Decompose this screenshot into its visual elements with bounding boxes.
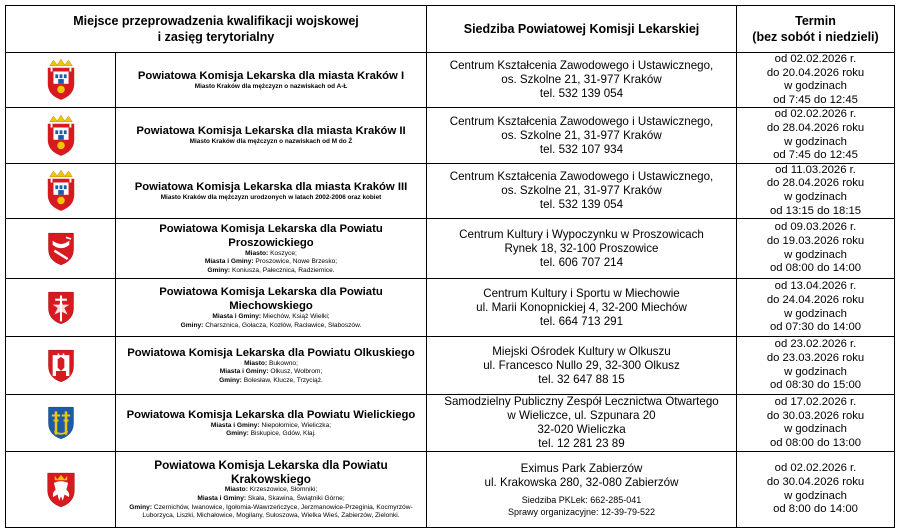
term-line: w godzinach: [784, 365, 847, 378]
commission-title: Powiatowa Komisja Lekarska dla miasta Kraków I: [137, 70, 405, 83]
commission-title: Powiatowa Komisja Lekarska dla Powiatu Proszowickiego: [159, 222, 383, 249]
seat-line: Rynek 18, 32-100 Proszowice: [504, 241, 659, 255]
table-row: [6, 163, 895, 218]
term-line: od 08:00 do 14:00: [769, 262, 862, 275]
commission-title: Powiatowa Komisja Lekarska dla miasta Kraków III: [134, 180, 408, 193]
scope-label: Gminy:: [207, 266, 231, 274]
term-cell: [737, 452, 895, 528]
term-line: do 28.04.2026 roku: [766, 177, 865, 190]
seat-line: Miejski Ośrodek Kultury w Olkuszu: [492, 344, 671, 358]
scope-line: [120, 495, 422, 504]
seat-line: Eximus Park Zabierzów: [520, 461, 643, 475]
term-line: w godzinach: [784, 190, 847, 203]
seat-line: os. Szkolne 21, 31-977 Kraków: [501, 128, 662, 142]
scope-line: [120, 258, 422, 267]
scope-text: Proszowice, Nowe Brzesko;: [253, 258, 338, 266]
term-line: od 02.02.2026 r.: [774, 462, 857, 475]
scope-line: [120, 360, 422, 369]
scope-text: Czernichów, Iwanowice, Igołomia-Wawrzeńczyce, Jerzmanowice-Przeginia, Kocmyrzów-Luborzyca, Liszki, Michałowice, Mogilany, Sułoszowa, Wielka Wieś, Zabierzów, Zielonki.: [142, 503, 413, 520]
commission-cell: [116, 279, 427, 337]
scope-line: [120, 430, 422, 439]
table-row: [6, 337, 895, 395]
term-line: od 7:45 do 12:45: [773, 93, 858, 106]
term-line: w godzinach: [784, 248, 847, 261]
seat-cell: [427, 279, 737, 337]
commission-cell: [116, 452, 427, 528]
table-row: [6, 395, 895, 452]
term-line: do 23.03.2026 roku: [766, 352, 865, 365]
seat-cell: [427, 108, 737, 163]
scope-line: [120, 504, 422, 521]
seat-note: Sprawy organizacyjne: 12-39-79-522: [507, 506, 656, 517]
table-row: [6, 219, 895, 279]
seat-line: os. Szkolne 21, 31-977 Kraków: [501, 73, 662, 87]
seat-line: os. Szkolne 21, 31-977 Kraków: [501, 183, 662, 197]
seat-line: tel. 664 713 291: [539, 314, 624, 328]
seat-line: Centrum Kształcenia Zawodowego i Ustawicznego,: [449, 169, 714, 183]
seat-line: Centrum Kształcenia Zawodowego i Ustawicznego,: [449, 114, 714, 128]
seat-line: tel. 532 139 054: [539, 197, 624, 211]
commission-title: Powiatowa Komisja Lekarska dla Powiatu Wielickiego: [126, 408, 416, 421]
crest-cell: [6, 452, 116, 528]
commission-cell: [116, 53, 427, 108]
scope-line: [120, 267, 422, 276]
scope-text: Skała, Skawina, Świątniki Górne;: [246, 495, 345, 503]
seat-line: tel. 32 647 88 15: [538, 372, 625, 386]
seat-line: Centrum Kultury i Sportu w Miechowie: [483, 286, 680, 300]
term-cell: [737, 337, 895, 395]
term-line: od 07:30 do 14:00: [769, 321, 862, 334]
term-line: do 19.03.2026 roku: [766, 235, 865, 248]
term-line: do 30.04.2026 roku: [766, 476, 865, 489]
table-row: [6, 108, 895, 163]
term-line: od 7:45 do 12:45: [773, 149, 858, 162]
scope-text: Koniusza, Pałecznica, Radziemice.: [230, 266, 335, 274]
term-line: od 08:00 do 13:00: [769, 436, 862, 449]
seat-line: Centrum Kształcenia Zawodowego i Ustawicznego,: [449, 59, 714, 73]
commission-scope: Miasto Kraków dla mężczyzn o nazwiskach od M do Ż: [189, 138, 353, 146]
term-line: w godzinach: [784, 489, 847, 502]
term-line: w godzinach: [784, 307, 847, 320]
seat-cell: [427, 452, 737, 528]
scope-label: Miasto:: [224, 486, 248, 494]
seat-cell: [427, 219, 737, 279]
commission-cell: [116, 337, 427, 395]
scope-text: Olkusz, Wolbrom;: [268, 368, 323, 376]
term-cell: [737, 219, 895, 279]
krakow-crest-icon: [6, 59, 115, 101]
commission-cell: [116, 219, 427, 279]
seat-line: tel. 606 707 214: [539, 255, 624, 269]
scope-line: [120, 422, 422, 431]
term-cell: [737, 279, 895, 337]
crest-cell: [6, 163, 116, 218]
scope-label: Gminy:: [219, 376, 242, 384]
term-cell: [737, 163, 895, 218]
term-line: od 17.02.2026 r.: [774, 395, 857, 408]
krakowski-crest-icon: [6, 470, 115, 510]
olkusz-crest-icon: [6, 347, 115, 385]
term-line: od 8:00 do 14:00: [773, 503, 858, 516]
term-line: do 30.03.2026 roku: [766, 409, 865, 422]
scope-text: Bolesław, Klucze, Trzyciąż.: [241, 376, 323, 384]
crest-cell: [6, 108, 116, 163]
crest-cell: [6, 395, 116, 452]
scope-line: [120, 313, 422, 322]
term-line: do 28.04.2026 roku: [766, 121, 865, 134]
seat-line: Centrum Kultury i Wypoczynku w Proszowicach: [459, 227, 704, 241]
seat-line: ul. Krakowska 280, 32-080 Zabierzów: [484, 475, 679, 489]
scope-text: Biskupice, Gdów, Kłaj.: [248, 430, 316, 438]
crest-cell: [6, 337, 116, 395]
term-line: od 02.02.2026 r.: [774, 53, 857, 65]
scope-text: Bukowno;: [267, 359, 298, 367]
crest-cell: [6, 219, 116, 279]
commission-table: [5, 5, 895, 528]
commission-title: Powiatowa Komisja Lekarska dla miasta Kraków II: [136, 125, 406, 138]
scope-label: Gminy:: [180, 321, 204, 329]
seat-line: tel. 12 281 23 89: [538, 437, 625, 451]
header-term: Termin (bez sobót i niedzieli): [737, 6, 895, 53]
krakow-crest-icon: [6, 170, 115, 212]
term-line: od 13.04.2026 r.: [774, 280, 857, 293]
scope-text: Miechów, Książ Wielki;: [261, 313, 330, 321]
proszowice-crest-icon: [6, 230, 115, 268]
scope-label: Gminy:: [129, 503, 153, 511]
term-cell: [737, 395, 895, 452]
commission-scope: Miasto Kraków dla mężczyzn urodzonych w latach 2002-2006 oraz kobiet: [160, 193, 382, 201]
term-line: od 11.03.2026 r.: [775, 163, 856, 176]
commission-cell: [116, 395, 427, 452]
seat-note: Siedziba PKLek: 662-285-041: [521, 494, 642, 505]
commission-title: Powiatowa Komisja Lekarska dla Powiatu Miechowskiego: [159, 286, 383, 313]
seat-line: tel. 532 139 054: [539, 87, 624, 101]
scope-line: [120, 486, 422, 495]
term-cell: [737, 108, 895, 163]
commission-scope: Miasto Kraków dla mężczyzn o nazwiskach od A-Ł: [194, 83, 348, 91]
scope-line: [120, 322, 422, 331]
seat-line: ul. Francesco Nullo 29, 32-300 Olkusz: [483, 358, 680, 372]
seat-cell: [427, 395, 737, 452]
term-line: w godzinach: [784, 80, 847, 93]
scope-label: Miasta i Gminy:: [212, 313, 262, 321]
term-line: od 23.02.2026 r.: [774, 338, 857, 351]
wieliczka-crest-icon: [6, 404, 115, 442]
scope-text: Koszyce;: [268, 249, 297, 257]
table-row: [6, 53, 895, 108]
term-line: do 20.04.2026 roku: [766, 66, 865, 79]
scope-label: Miasta i Gminy:: [197, 495, 247, 503]
krakow-crest-icon: [6, 115, 115, 157]
scope-label: Miasta i Gminy:: [219, 368, 269, 376]
seat-cell: [427, 163, 737, 218]
scope-text: Charsznica, Gołacza, Kozłów, Racławice, Słaboszów.: [203, 321, 362, 329]
scope-label: Miasta i Gminy:: [204, 258, 254, 266]
seat-line: ul. Marii Konopnickiej 4, 32-200 Miechów: [476, 300, 687, 314]
seat-line: w Wieliczce, ul. Szpunara 20: [507, 409, 656, 423]
commission-cell: [116, 108, 427, 163]
term-cell: [737, 53, 895, 108]
scope-line: [120, 377, 422, 386]
term-line: do 24.04.2026 roku: [766, 294, 865, 307]
crest-cell: [6, 279, 116, 337]
seat-cell: [427, 53, 737, 108]
miechow-crest-icon: [6, 289, 115, 327]
scope-label: Miasto:: [245, 249, 269, 257]
scope-text: Niepołomice, Wieliczka;: [259, 421, 332, 429]
seat-line: 32-020 Wieliczka: [537, 423, 626, 437]
commission-title: Powiatowa Komisja Lekarska dla Powiatu Olkuskiego: [127, 346, 415, 359]
seat-line: Samodzielny Publiczny Zespół Lecznictwa Otwartego: [444, 395, 719, 409]
seat-cell: [427, 337, 737, 395]
scope-line: [120, 250, 422, 259]
term-line: od 09.03.2026 r.: [774, 221, 857, 234]
term-line: w godzinach: [784, 423, 847, 436]
table-row: [6, 279, 895, 337]
scope-label: Gminy:: [226, 430, 249, 438]
term-line: w godzinach: [784, 135, 847, 148]
scope-text: Krzeszowice, Słomniki;: [247, 486, 318, 494]
term-line: od 02.02.2026 r.: [774, 108, 857, 121]
table-header-row: [6, 6, 895, 53]
scope-label: Miasto:: [244, 359, 268, 367]
term-line: od 13:15 do 18:15: [769, 204, 862, 217]
commission-title: Powiatowa Komisja Lekarska dla Powiatu Krakowskiego: [154, 458, 388, 487]
term-line: od 08:30 do 15:00: [769, 379, 862, 392]
scope-label: Miasta i Gminy:: [210, 421, 260, 429]
crest-cell: [6, 53, 116, 108]
commission-cell: [116, 163, 427, 218]
table-row: [6, 452, 895, 528]
seat-line: tel. 532 107 934: [539, 142, 624, 156]
header-location: Miejsce przeprowadzenia kwalifikacji wojskowej i zasięg terytorialny: [6, 6, 427, 53]
header-seat: Siedziba Powiatowej Komisji Lekarskiej: [427, 6, 737, 53]
scope-line: [120, 368, 422, 377]
